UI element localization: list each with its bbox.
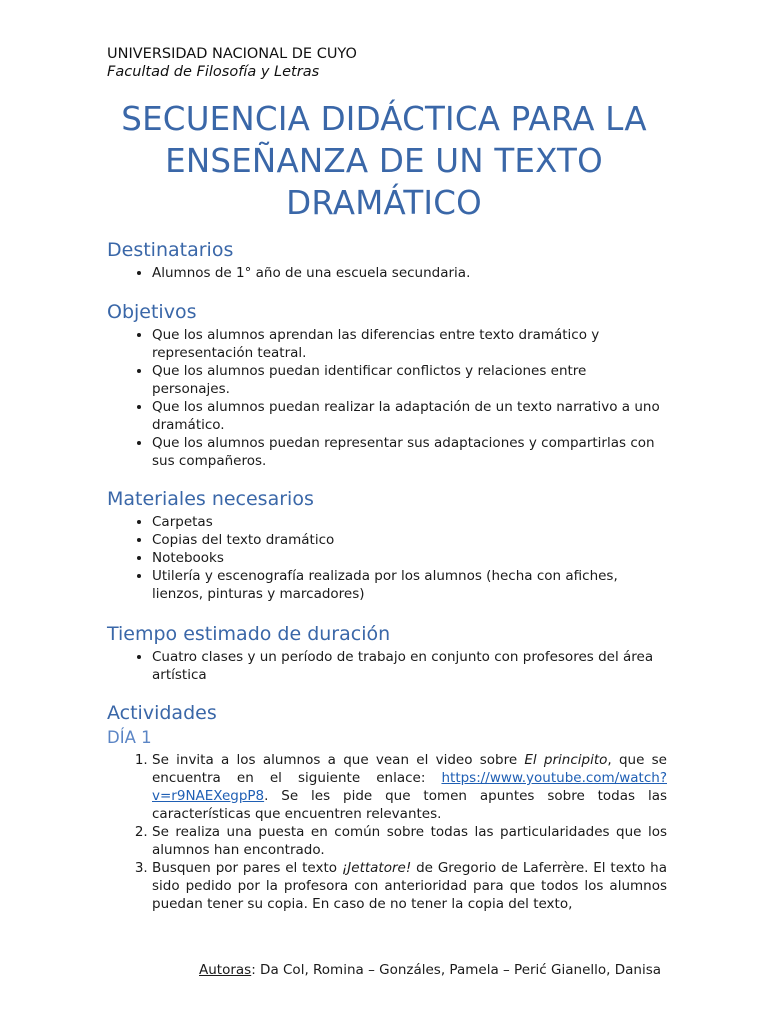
list-item: • Alumnos de 1° año de una escuela secundaria. <box>152 264 667 282</box>
faculty-name: Facultad de Filosofía y Letras <box>107 64 320 80</box>
actividades-list <box>107 751 667 913</box>
section-tiempo <box>107 622 667 684</box>
list-item: • Que los alumnos puedan representar sus adaptaciones y compartirlas con sus compañeros. <box>152 434 667 470</box>
heading-materiales: Materiales necesarios <box>107 488 314 510</box>
materiales-list <box>107 513 667 603</box>
list-item: • Cuatro clases y un período de trabajo en conjunto con profesores del área artística <box>152 648 667 684</box>
list-item: • Que los alumnos puedan realizar la adaptación de un texto narrativo a uno dramático. <box>152 398 667 434</box>
list-item: • Notebooks <box>152 549 667 567</box>
list-item: 2. Se realiza una puesta en común sobre todas las particularidades que los alumnos han encontrado. <box>152 823 667 859</box>
tiempo-list <box>107 648 667 684</box>
section-destinatarios <box>107 238 667 282</box>
authors-label: Autoras <box>199 962 252 978</box>
section-objetivos <box>107 300 667 470</box>
objetivos-list <box>107 326 667 470</box>
heading-objetivos: Objetivos <box>107 301 197 323</box>
list-item: 3. Busquen por pares el texto ¡Jettatore! de Gregorio de Laferrère. El texto ha sido pedido por la profesora con anterioridad para que todos los alumnos puedan tener su copia. En caso de no tener la copia del texto, <box>152 859 667 913</box>
video-title: El principito <box>524 752 608 768</box>
list-item: • Utilería y escenografía realizada por los alumnos (hecha con afiches, lienzos, pinturas y marcadores) <box>152 567 667 603</box>
heading-destinatarios: Destinatarios <box>107 239 234 261</box>
page-footer <box>199 961 661 979</box>
section-materiales <box>107 487 667 603</box>
list-item: • Copias del texto dramático <box>152 531 667 549</box>
document-title: SECUENCIA DIDÁCTICA PARA LA ENSEÑANZA DE UN TEXTO DRAMÁTICO <box>121 100 647 222</box>
heading-tiempo: Tiempo estimado de duración <box>107 623 391 645</box>
university-name: UNIVERSIDAD NACIONAL DE CUYO <box>107 46 357 62</box>
section-actividades <box>107 701 667 913</box>
list-item: • Que los alumnos aprendan las diferencias entre texto dramático y representación teatral. <box>152 326 667 362</box>
play-title: ¡Jettatore! <box>341 860 412 876</box>
institution-header <box>107 45 357 81</box>
list-item: 1. Se invita a los alumnos a que vean el video sobre El principito, que se encuentra en el siguiente enlace: https://www.youtube.com/watch?v=r9NAEXegpP8. Se les pide que tomen apuntes sobre todas las características que encuentren relevantes. <box>152 751 667 823</box>
youtube-link[interactable]: https://www.youtube.com/watch?v=r9NAEXegpP8 <box>152 770 667 804</box>
list-item: • Carpetas <box>152 513 667 531</box>
destinatarios-list <box>107 264 667 282</box>
heading-dia-1: DÍA 1 <box>107 728 152 747</box>
list-item: • Que los alumnos puedan identificar conflictos y relaciones entre personajes. <box>152 362 667 398</box>
heading-actividades: Actividades <box>107 702 217 724</box>
authors-names: : Da Col, Romina – Gonzáles, Pamela – Perić Gianello, Danisa <box>251 962 661 978</box>
